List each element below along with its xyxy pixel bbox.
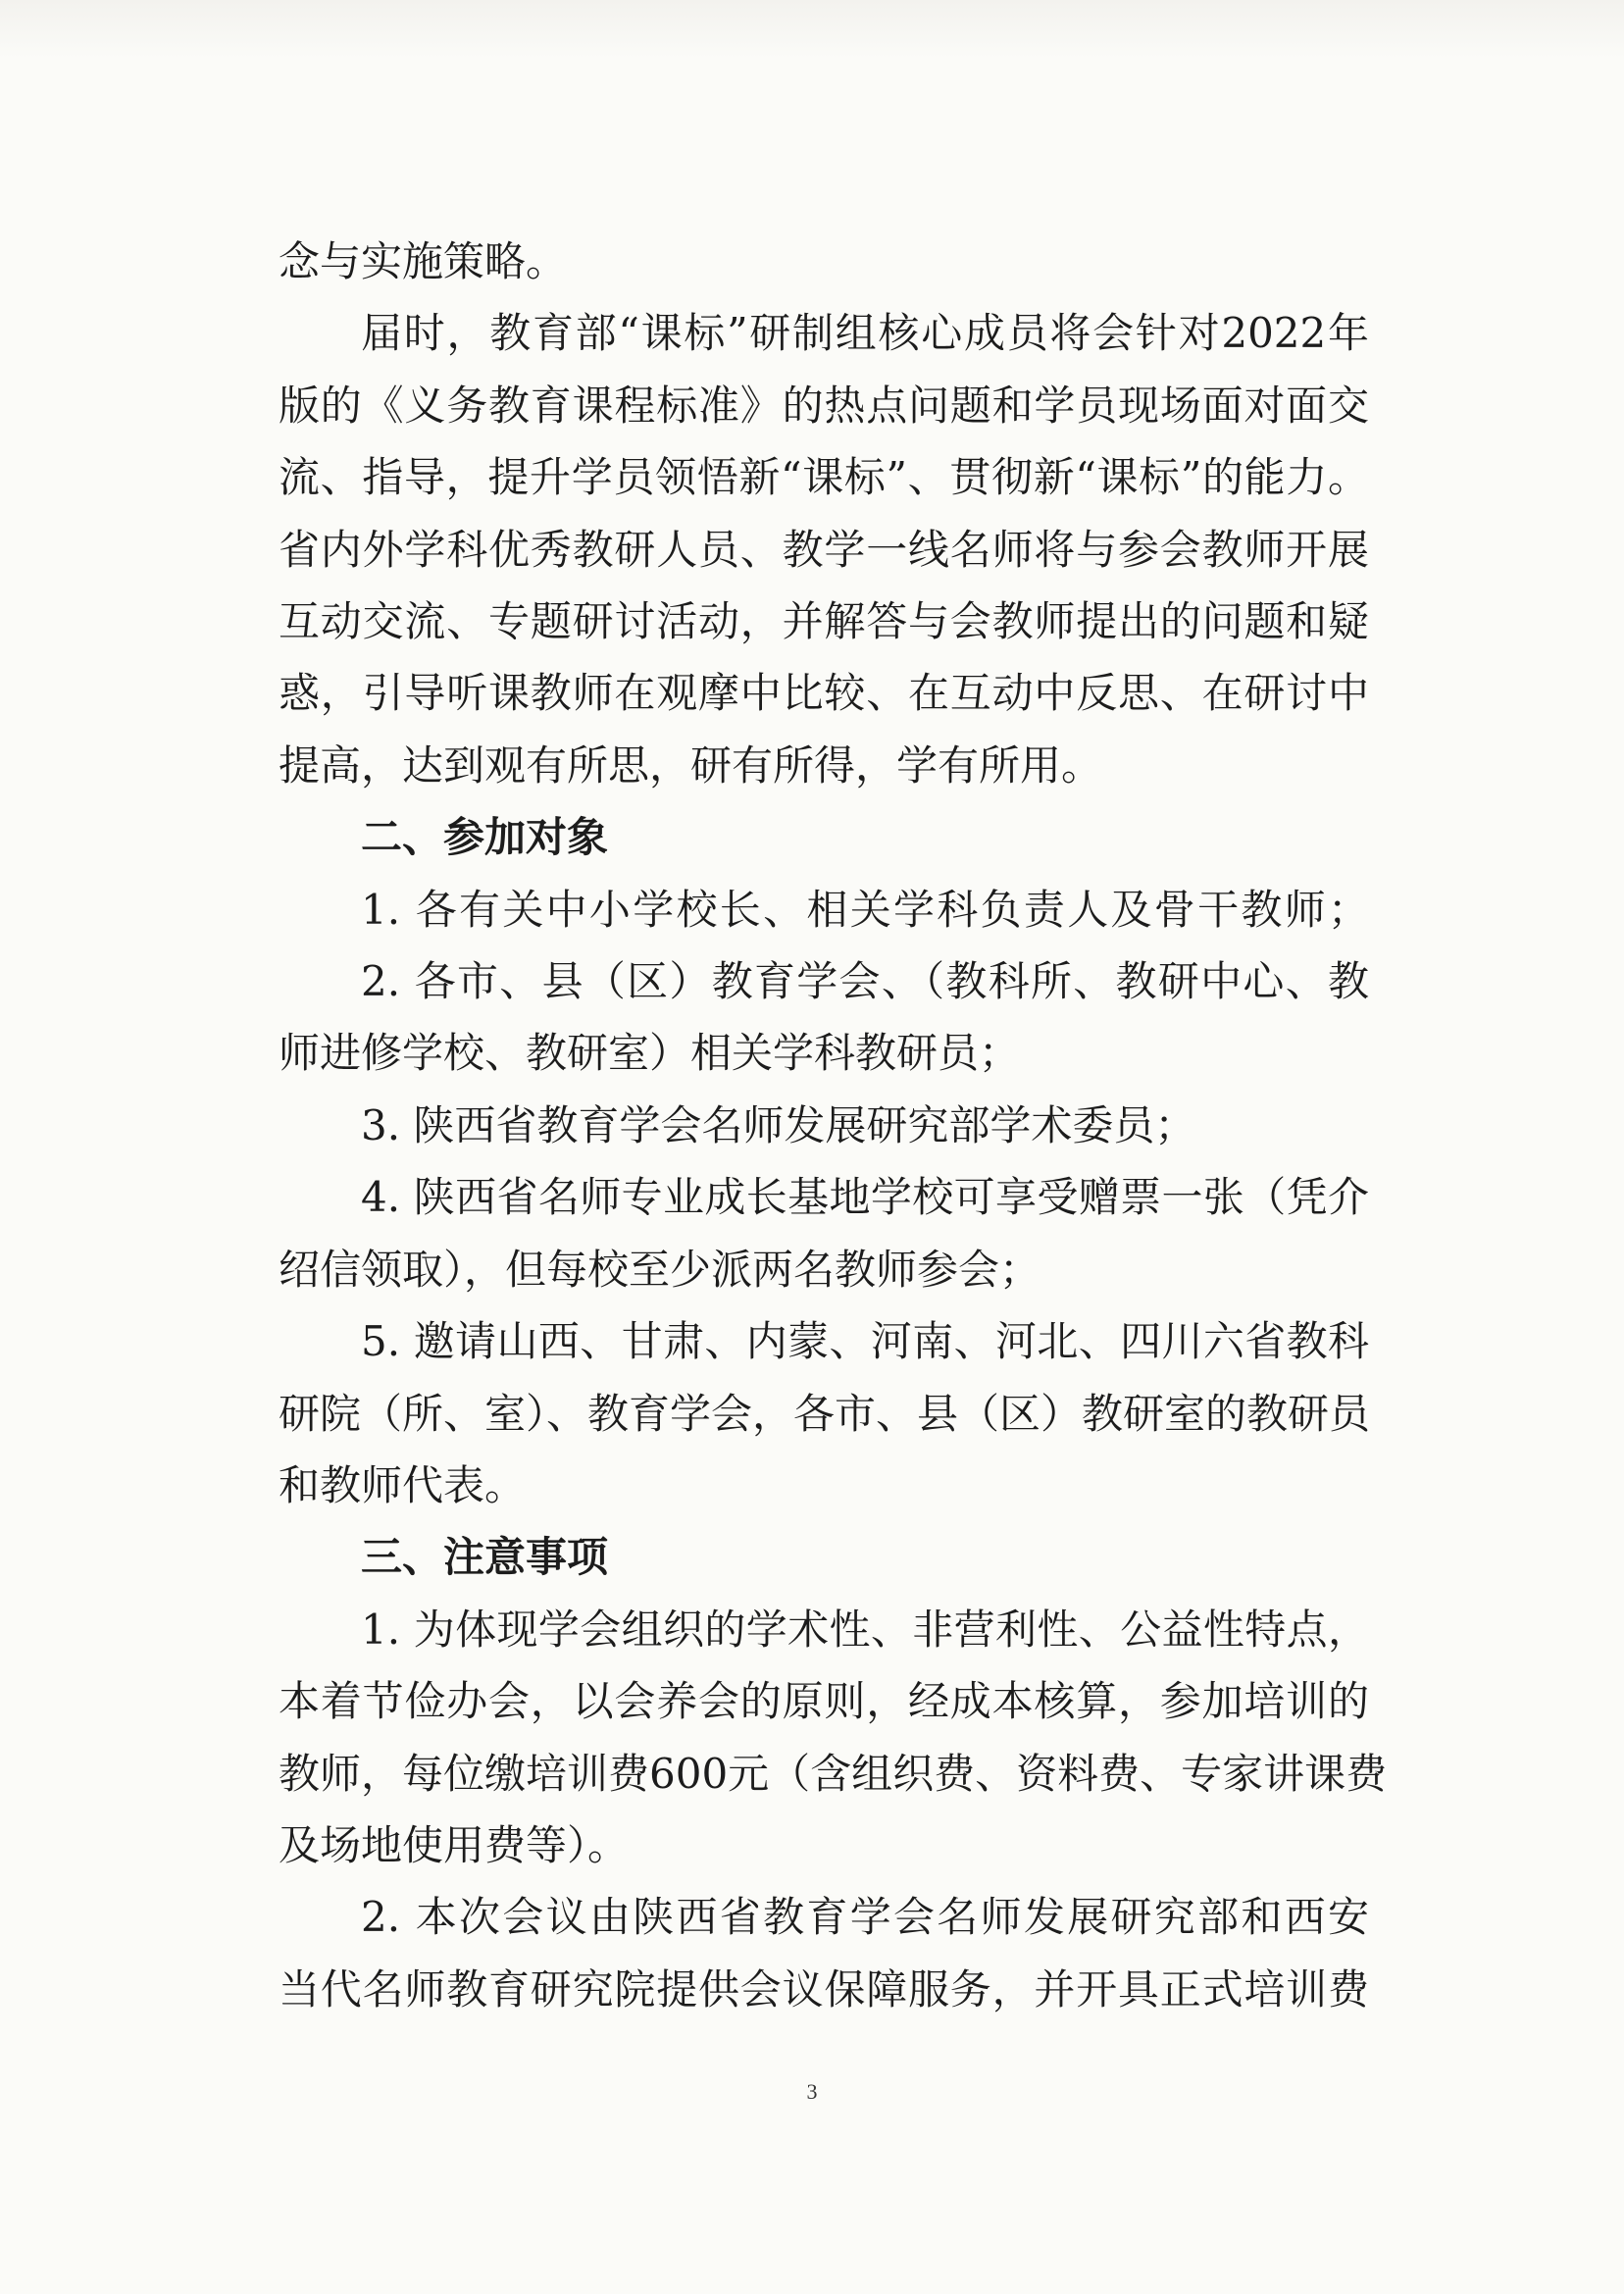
text-line: 教师，每位缴培训费600元（含组织费、资料费、专家讲课费 <box>279 1749 1388 1798</box>
text-line: 届时，教育部“课标”研制组核心成员将会针对2022年 <box>361 309 1369 358</box>
text-line: 1. 为体现学会组织的学术性、非营利性、公益性特点， <box>361 1605 1369 1654</box>
text-line: 和教师代表。 <box>279 1460 527 1509</box>
text-line: 5. 邀请山西、甘肃、内蒙、河南、河北、四川六省教科 <box>361 1317 1369 1366</box>
text-line: 本着节俭办会，以会养会的原则，经成本核算，参加培训的 <box>279 1677 1369 1726</box>
text-line: 惑，引导听课教师在观摩中比较、在互动中反思、在研讨中 <box>279 669 1369 718</box>
text-line: 念与实施策略。 <box>279 237 568 285</box>
text-line: 互动交流、专题研讨活动，并解答与会教师提出的问题和疑 <box>279 597 1369 646</box>
text-line: 2. 各市、县（区）教育学会、（教科所、教研中心、教 <box>361 957 1369 1006</box>
text-line: 研院（所、室）、教育学会，各市、县（区）教研室的教研员 <box>279 1389 1371 1438</box>
text-line: 省内外学科优秀教研人员、教学一线名师将与参会教师开展 <box>279 525 1369 574</box>
text-line: 版的《义务教育课程标准》的热点问题和学员现场面对面交 <box>279 381 1369 430</box>
text-line: 当代名师教育研究院提供会议保障服务，并开具正式培训费 <box>279 1964 1369 2014</box>
text-line: 3. 陕西省教育学会名师发展研究部学术委员； <box>361 1100 1196 1149</box>
section-heading: 三、注意事项 <box>361 1533 609 1582</box>
text-line: 绍信领取），但每校至少派两名教师参会； <box>279 1245 1041 1294</box>
text-line: 流、指导，提升学员领悟新“课标”、贯彻新“课标”的能力。 <box>279 453 1369 502</box>
text-line: 1. 各有关中小学校长、相关学科负责人及骨干教师； <box>361 885 1369 934</box>
text-line: 4. 陕西省名师专业成长基地学校可享受赠票一张（凭介 <box>361 1173 1369 1222</box>
text-line: 2. 本次会议由陕西省教育学会名师发展研究部和西安 <box>361 1893 1369 1942</box>
text-line: 师进修学校、教研室）相关学科教研员； <box>279 1029 1021 1078</box>
text-line: 及场地使用费等）。 <box>279 1820 630 1869</box>
section-heading: 二、参加对象 <box>361 813 609 862</box>
text-line: 提高，达到观有所思，研有所得，学有所用。 <box>279 740 1103 790</box>
page-number: 3 <box>806 2079 818 2104</box>
document-body <box>279 226 1388 2025</box>
